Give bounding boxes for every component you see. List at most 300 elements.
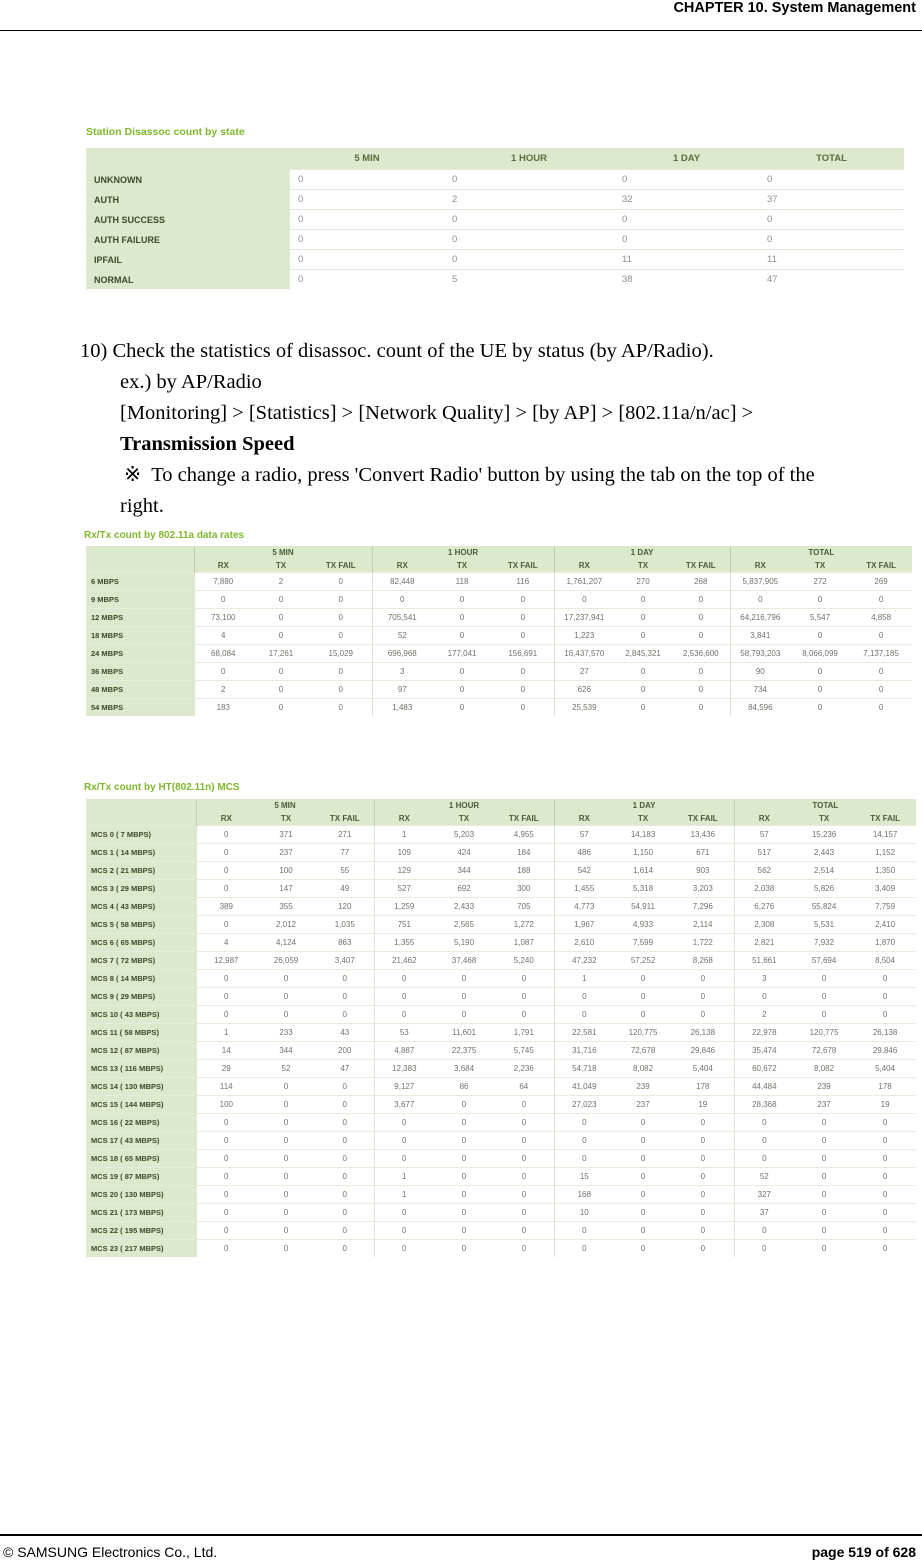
table-cell: 4,124	[256, 934, 316, 952]
subcolumn-header: RX	[734, 812, 794, 826]
group-header: 1 DAY	[554, 799, 734, 812]
table-cell: 0	[614, 1168, 672, 1186]
table-cell: 0	[614, 1114, 672, 1132]
group-header: TOTAL	[734, 799, 916, 812]
table-cell: 7,296	[672, 898, 734, 916]
row-label: 9 MBPS	[86, 591, 194, 609]
menu-path-text: [Monitoring] > [Statistics] > [Network Quality] > [by AP] > [802.11a/n/ac] >	[120, 402, 754, 424]
table-cell: 0	[256, 1150, 316, 1168]
subcolumn-header: TX	[432, 559, 492, 573]
table-cell: 0	[854, 1150, 916, 1168]
table-cell: 57	[734, 826, 794, 844]
table-cell: 26,138	[672, 1024, 734, 1042]
table-row	[86, 970, 916, 988]
header-cell-empty	[86, 148, 290, 170]
table-cell: 0	[444, 210, 614, 230]
table-cell: 60,672	[734, 1060, 794, 1078]
table-cell: 0	[432, 699, 492, 717]
table-cell: 7,932	[794, 934, 854, 952]
table-cell: 0	[256, 1204, 316, 1222]
table-cell: 0	[794, 1204, 854, 1222]
table-cell: 0	[854, 1204, 916, 1222]
table-cell: 0	[672, 591, 730, 609]
table-cell: 0	[614, 699, 672, 717]
data-rates-table	[86, 546, 912, 716]
header-cell-empty	[86, 799, 196, 812]
table-cell: 1,150	[614, 844, 672, 862]
table-cell: 0	[374, 970, 434, 988]
table-cell: 0	[492, 627, 554, 645]
table-cell: 26,138	[854, 1024, 916, 1042]
subcolumn-header: TX	[256, 812, 316, 826]
column-header: TOTAL	[759, 148, 904, 170]
table-cell: 0	[372, 591, 432, 609]
table-cell: 57,252	[614, 952, 672, 970]
table-cell: 38	[614, 270, 759, 290]
table-cell: 2,038	[734, 880, 794, 898]
table-cell: 100	[196, 1096, 256, 1114]
table-row	[86, 1060, 916, 1078]
row-label: 6 MBPS	[86, 573, 194, 591]
table-cell: 0	[854, 988, 916, 1006]
table-cell: 5,240	[494, 952, 554, 970]
table-cell: 0	[854, 1132, 916, 1150]
subcolumn-header: TX FAIL	[850, 559, 912, 573]
table-cell: 19	[854, 1096, 916, 1114]
table-cell: 147	[256, 880, 316, 898]
row-label: MCS 1 ( 14 MBPS)	[86, 844, 196, 862]
table-cell: 0	[290, 250, 444, 270]
table-cell: 109	[374, 844, 434, 862]
table-cell: 0	[614, 627, 672, 645]
table-cell: 2,410	[854, 916, 916, 934]
row-label: AUTH FAILURE	[86, 230, 290, 250]
column-header: 5 MIN	[290, 148, 444, 170]
table-row	[86, 844, 916, 862]
table-cell: 0	[196, 1114, 256, 1132]
group-header: TOTAL	[730, 546, 912, 559]
table-cell: 0	[374, 1240, 434, 1258]
table-cell: 0	[492, 699, 554, 717]
table-cell: 0	[614, 170, 759, 190]
subcolumn-header: TX FAIL	[494, 812, 554, 826]
table-cell: 5,837,905	[730, 573, 790, 591]
table-row	[86, 1150, 916, 1168]
table-cell: 0	[434, 1006, 494, 1024]
table-cell: 0	[316, 1132, 374, 1150]
row-label: MCS 16 ( 22 MBPS)	[86, 1114, 196, 1132]
table-cell: 0	[494, 1222, 554, 1240]
group-header-row	[86, 799, 916, 812]
table-cell: 178	[672, 1078, 734, 1096]
subcolumn-header: TX	[252, 559, 310, 573]
table-cell: 0	[794, 1168, 854, 1186]
row-label: MCS 8 ( 14 MBPS)	[86, 970, 196, 988]
table-cell: 0	[614, 663, 672, 681]
table-cell: 705	[494, 898, 554, 916]
table-cell: 903	[672, 862, 734, 880]
table-cell: 0	[316, 988, 374, 1006]
table-cell: 15,029	[310, 645, 372, 663]
table-cell: 11,601	[434, 1024, 494, 1042]
table-cell: 0	[854, 1222, 916, 1240]
table-cell: 1,355	[374, 934, 434, 952]
table-cell: 0	[614, 681, 672, 699]
table-cell: 100	[256, 862, 316, 880]
table-cell: 10	[554, 1204, 614, 1222]
row-label: MCS 6 ( 65 MBPS)	[86, 934, 196, 952]
table-cell: 0	[432, 609, 492, 627]
table-cell: 4,858	[850, 609, 912, 627]
table-cell: 177,041	[432, 645, 492, 663]
table-cell: 44,484	[734, 1078, 794, 1096]
table-cell: 0	[790, 681, 850, 699]
table-cell: 0	[196, 1132, 256, 1150]
table-cell: 0	[794, 1186, 854, 1204]
table-row	[86, 898, 916, 916]
table-cell: 0	[196, 988, 256, 1006]
table-cell: 0	[196, 844, 256, 862]
table-cell: 0	[256, 1078, 316, 1096]
table-cell: 705,541	[372, 609, 432, 627]
table-cell: 0	[554, 1150, 614, 1168]
table-cell: 0	[614, 591, 672, 609]
table-cell: 5,745	[494, 1042, 554, 1060]
table-cell: 0	[434, 988, 494, 1006]
row-label: MCS 17 ( 43 MBPS)	[86, 1132, 196, 1150]
table-cell: 37,468	[434, 952, 494, 970]
table-cell: 0	[672, 1150, 734, 1168]
table-cell: 0	[316, 1150, 374, 1168]
table-row	[86, 1240, 916, 1258]
table-cell: 156,691	[492, 645, 554, 663]
table-cell: 2,514	[794, 862, 854, 880]
table-cell: 0	[256, 1114, 316, 1132]
table-cell: 1,259	[374, 898, 434, 916]
table-cell: 0	[614, 1204, 672, 1222]
table-cell: 97	[372, 681, 432, 699]
table-cell: 31,716	[554, 1042, 614, 1060]
table-row	[86, 681, 912, 699]
table-cell: 0	[790, 591, 850, 609]
table-cell: 82,448	[372, 573, 432, 591]
table-cell: 0	[854, 1186, 916, 1204]
table-row	[86, 230, 904, 250]
table-cell: 1,614	[614, 862, 672, 880]
table-cell: 0	[194, 663, 252, 681]
subcolumn-header: TX	[794, 812, 854, 826]
table-cell: 0	[790, 627, 850, 645]
subcolumn-header: RX	[194, 559, 252, 573]
table-cell: 626	[554, 681, 614, 699]
table-cell: 2,610	[554, 934, 614, 952]
table-row	[86, 826, 916, 844]
table-cell: 29,846	[672, 1042, 734, 1060]
table-cell: 344	[434, 862, 494, 880]
table-cell: 5,190	[434, 934, 494, 952]
step-text: 10) Check the statistics of disassoc. count of the UE by status (by AP/Radio).	[80, 340, 714, 362]
page-number: page 519 of 628	[811, 1544, 916, 1560]
table-cell: 120,775	[614, 1024, 672, 1042]
table-row	[86, 1168, 916, 1186]
table-cell: 64	[494, 1078, 554, 1096]
table-cell: 1	[374, 1168, 434, 1186]
table-cell: 13,436	[672, 826, 734, 844]
table-cell: 0	[252, 699, 310, 717]
table-cell: 4	[196, 934, 256, 952]
table-cell: 0	[196, 1150, 256, 1168]
table-cell: 8,082	[794, 1060, 854, 1078]
table-cell: 32	[614, 190, 759, 210]
table-cell: 2,308	[734, 916, 794, 934]
table-cell: 1,722	[672, 934, 734, 952]
table-cell: 271	[316, 826, 374, 844]
table-cell: 0	[256, 988, 316, 1006]
note-text-1: To change a radio, press 'Convert Radio' button by using the tab on the top of the	[151, 464, 815, 486]
table-cell: 16,437,570	[554, 645, 614, 663]
table-cell: 184	[494, 844, 554, 862]
row-label: MCS 20 ( 130 MBPS)	[86, 1186, 196, 1204]
table-cell: 0	[672, 663, 730, 681]
table-cell: 527	[374, 880, 434, 898]
table-cell: 0	[614, 609, 672, 627]
table-cell: 12,383	[374, 1060, 434, 1078]
table-cell: 0	[252, 627, 310, 645]
table-cell: 7,759	[854, 898, 916, 916]
table-cell: 0	[672, 1222, 734, 1240]
table-cell: 0	[734, 988, 794, 1006]
row-label: MCS 21 ( 173 MBPS)	[86, 1204, 196, 1222]
disassoc-count-table	[86, 148, 904, 289]
table-cell: 8,268	[672, 952, 734, 970]
table-cell: 4	[194, 627, 252, 645]
table-row	[86, 1132, 916, 1150]
table-cell: 2,536,600	[672, 645, 730, 663]
table-cell: 269	[850, 573, 912, 591]
table-cell: 8,082	[614, 1060, 672, 1078]
table-cell: 0	[374, 1204, 434, 1222]
table-cell: 0	[734, 1114, 794, 1132]
row-label: MCS 7 ( 72 MBPS)	[86, 952, 196, 970]
subcolumn-header-row	[86, 559, 912, 573]
table-cell: 0	[614, 970, 672, 988]
row-label: MCS 13 ( 116 MBPS)	[86, 1060, 196, 1078]
table-cell: 7,599	[614, 934, 672, 952]
table-cell: 0	[256, 1168, 316, 1186]
table-cell: 0	[850, 663, 912, 681]
table-cell: 270	[614, 573, 672, 591]
subcolumn-header: TX FAIL	[310, 559, 372, 573]
table-cell: 0	[374, 1150, 434, 1168]
group-header: 1 HOUR	[372, 546, 554, 559]
row-label: MCS 14 ( 130 MBPS)	[86, 1078, 196, 1096]
table-cell: 53	[374, 1024, 434, 1042]
group-header: 1 DAY	[554, 546, 730, 559]
table-cell: 0	[290, 270, 444, 290]
table-cell: 0	[310, 627, 372, 645]
table-cell: 0	[374, 1114, 434, 1132]
table-row	[86, 1024, 916, 1042]
table-cell: 0	[730, 591, 790, 609]
table-cell: 43	[316, 1024, 374, 1042]
table-cell: 0	[794, 970, 854, 988]
row-label: MCS 9 ( 29 MBPS)	[86, 988, 196, 1006]
table-cell: 0	[494, 1168, 554, 1186]
table-cell: 0	[290, 170, 444, 190]
mcs-table	[86, 799, 916, 1257]
table-cell: 0	[196, 826, 256, 844]
table-cell: 0	[434, 1114, 494, 1132]
table-cell: 0	[672, 1240, 734, 1258]
table-row	[86, 190, 904, 210]
table-cell: 25,539	[554, 699, 614, 717]
table-cell: 0	[432, 681, 492, 699]
table-cell: 28,368	[734, 1096, 794, 1114]
table-cell: 0	[290, 230, 444, 250]
table-cell: 0	[196, 1186, 256, 1204]
table-cell: 1,791	[494, 1024, 554, 1042]
subcolumn-header: RX	[196, 812, 256, 826]
table-cell: 0	[310, 681, 372, 699]
table-cell: 7,137,185	[850, 645, 912, 663]
column-header: 1 DAY	[614, 148, 759, 170]
table-cell: 0	[374, 1006, 434, 1024]
row-label: MCS 19 ( 87 MBPS)	[86, 1168, 196, 1186]
table-cell: 0	[734, 1240, 794, 1258]
table-cell: 0	[256, 1006, 316, 1024]
table-cell: 37	[734, 1204, 794, 1222]
row-label: 48 MBPS	[86, 681, 194, 699]
instructions	[80, 336, 910, 522]
table-cell: 4,887	[374, 1042, 434, 1060]
table-cell: 0	[850, 681, 912, 699]
subcolumn-header: TX	[434, 812, 494, 826]
table-cell: 5,826	[794, 880, 854, 898]
row-label: 12 MBPS	[86, 609, 194, 627]
table-cell: 0	[196, 1168, 256, 1186]
chapter-title: CHAPTER 10. System Management	[673, 0, 916, 16]
subcolumn-header: TX FAIL	[316, 812, 374, 826]
table-cell: 1	[374, 826, 434, 844]
table-cell: 188	[494, 862, 554, 880]
table-cell: 3,409	[854, 880, 916, 898]
table-cell: 73,100	[194, 609, 252, 627]
table-row	[86, 270, 904, 290]
table-cell: 2,845,321	[614, 645, 672, 663]
row-label: MCS 22 ( 195 MBPS)	[86, 1222, 196, 1240]
table-cell: 0	[256, 970, 316, 988]
table-cell: 1,087	[494, 934, 554, 952]
table-row	[86, 663, 912, 681]
table-cell: 300	[494, 880, 554, 898]
table-cell: 0	[434, 1222, 494, 1240]
table-cell: 0	[614, 988, 672, 1006]
table-cell: 54,911	[614, 898, 672, 916]
table-cell: 1	[554, 970, 614, 988]
table-cell: 0	[290, 190, 444, 210]
table-cell: 52	[372, 627, 432, 645]
row-label: MCS 10 ( 43 MBPS)	[86, 1006, 196, 1024]
table-cell: 0	[316, 1114, 374, 1132]
table-cell: 68,084	[194, 645, 252, 663]
table-row	[86, 1096, 916, 1114]
table-cell: 0	[672, 699, 730, 717]
table-cell: 0	[316, 1006, 374, 1024]
table-cell: 0	[252, 681, 310, 699]
table-cell: 27,023	[554, 1096, 614, 1114]
table-cell: 0	[434, 1096, 494, 1114]
table-cell: 1,152	[854, 844, 916, 862]
table-cell: 0	[196, 970, 256, 988]
table-cell: 517	[734, 844, 794, 862]
note-line-2: right.	[120, 495, 164, 517]
table-cell: 129	[374, 862, 434, 880]
table-cell: 0	[494, 1240, 554, 1258]
table-cell: 0	[672, 609, 730, 627]
table-cell: 15	[554, 1168, 614, 1186]
table-cell: 0	[614, 1150, 672, 1168]
table-cell: 692	[434, 880, 494, 898]
table-cell: 239	[614, 1078, 672, 1096]
table-cell: 12,987	[196, 952, 256, 970]
subcolumn-header: RX	[554, 559, 614, 573]
table-cell: 5,547	[790, 609, 850, 627]
table-cell: 0	[794, 1222, 854, 1240]
table-cell: 0	[492, 609, 554, 627]
table-cell: 0	[316, 1168, 374, 1186]
example-text: ex.) by AP/Radio	[120, 371, 262, 393]
table-cell: 15,236	[794, 826, 854, 844]
row-label: MCS 18 ( 65 MBPS)	[86, 1150, 196, 1168]
table-cell: 237	[794, 1096, 854, 1114]
table-cell: 0	[794, 1114, 854, 1132]
mcs-table-title: Rx/Tx count by HT(802.11n) MCS	[84, 782, 240, 793]
table-cell: 0	[196, 916, 256, 934]
subcolumn-header: RX	[554, 812, 614, 826]
table-cell: 0	[850, 699, 912, 717]
column-header: 1 HOUR	[444, 148, 614, 170]
table-cell: 0	[734, 1150, 794, 1168]
row-label: NORMAL	[86, 270, 290, 290]
table-cell: 6,276	[734, 898, 794, 916]
row-label: AUTH	[86, 190, 290, 210]
table-cell: 1,761,207	[554, 573, 614, 591]
table-cell: 355	[256, 898, 316, 916]
table-cell: 751	[374, 916, 434, 934]
table-cell: 0	[794, 1240, 854, 1258]
table-cell: 183	[194, 699, 252, 717]
table-cell: 371	[256, 826, 316, 844]
table-cell: 239	[794, 1078, 854, 1096]
table-cell: 8,504	[854, 952, 916, 970]
table-cell: 0	[850, 627, 912, 645]
table-cell: 0	[432, 627, 492, 645]
table-cell: 5,203	[434, 826, 494, 844]
table-cell: 0	[672, 681, 730, 699]
table-cell: 0	[310, 591, 372, 609]
table-cell: 1,272	[494, 916, 554, 934]
table-row	[86, 1006, 916, 1024]
table-cell: 55	[316, 862, 374, 880]
table-cell: 0	[614, 230, 759, 250]
page-header	[0, 0, 922, 31]
table-cell: 0	[196, 862, 256, 880]
table-cell: 0	[494, 1132, 554, 1150]
table-row	[86, 609, 912, 627]
table-cell: 0	[492, 663, 554, 681]
table-cell: 327	[734, 1186, 794, 1204]
row-label: MCS 4 ( 43 MBPS)	[86, 898, 196, 916]
